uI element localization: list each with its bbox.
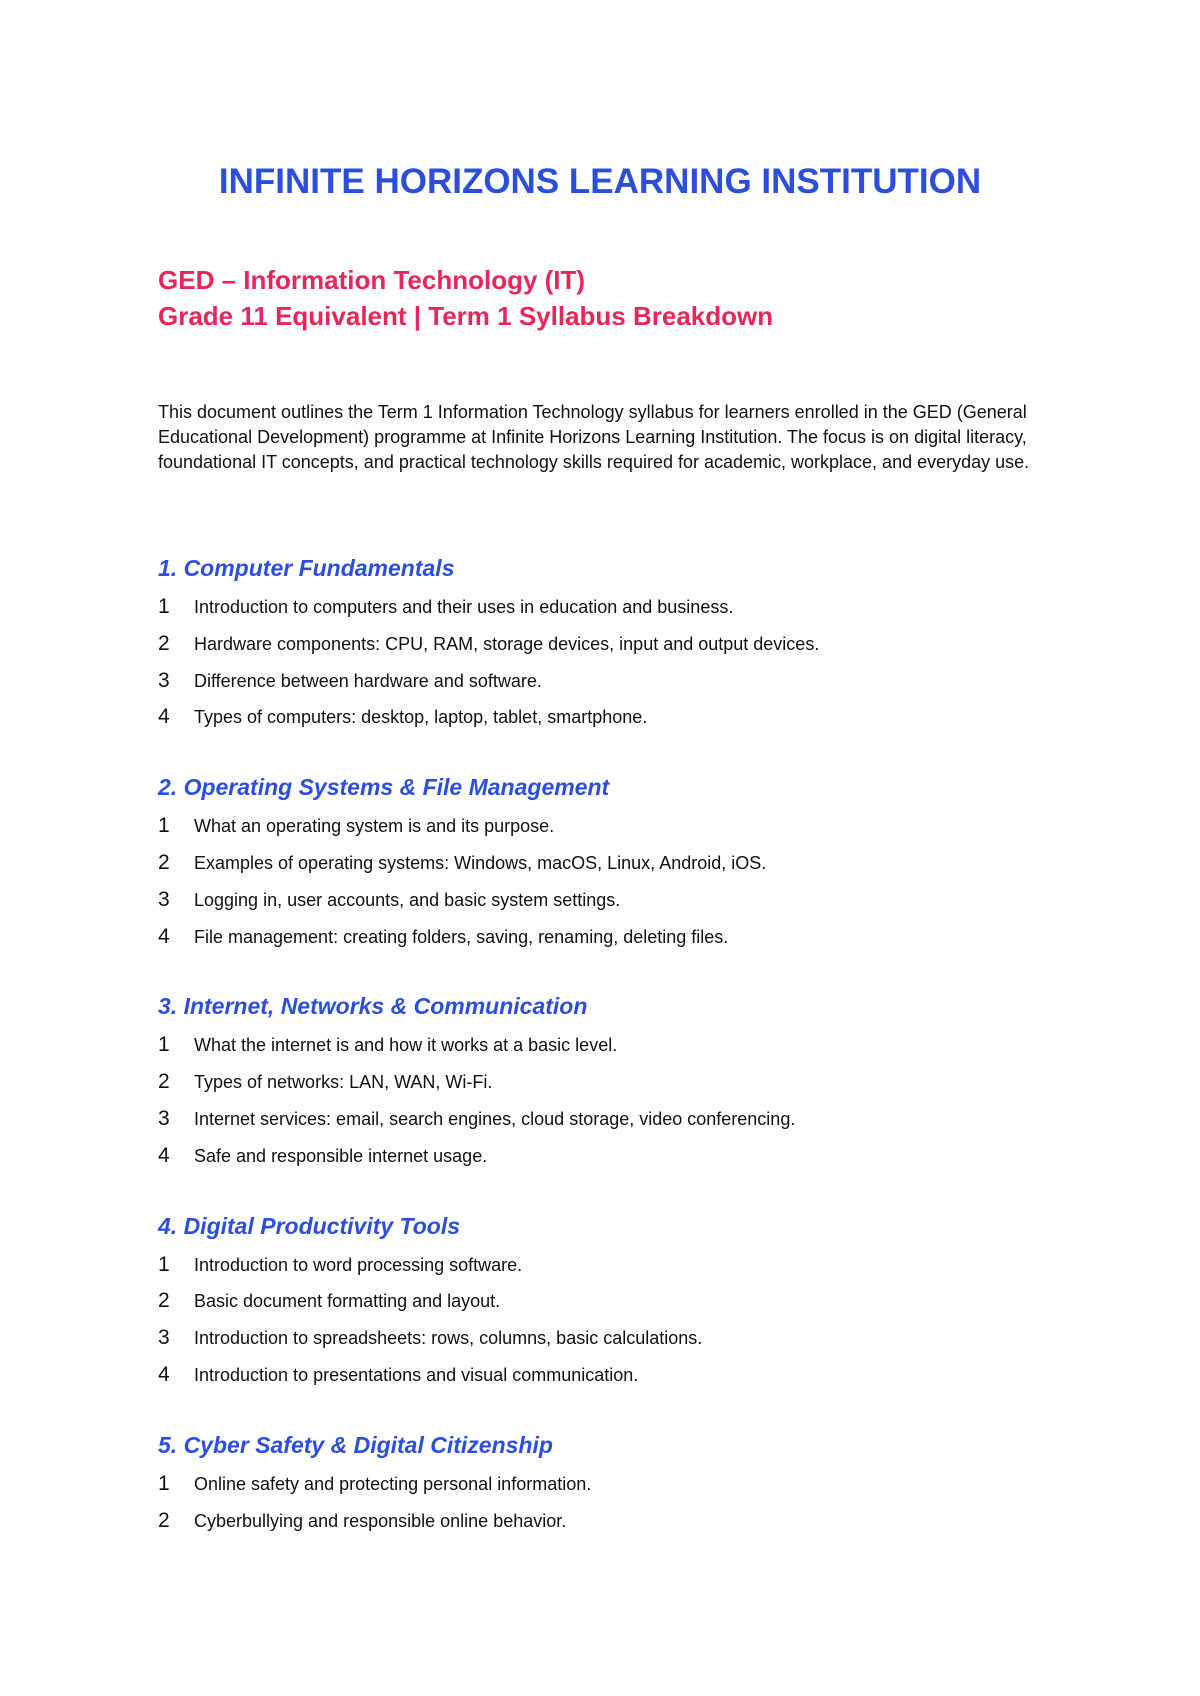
item-text: Cyberbullying and responsible online behavior. [194,1510,567,1531]
item-text: Internet services: email, search engines, cloud storage, video conferencing. [194,1108,796,1129]
item-number: 1 [158,814,170,838]
list-item [158,1469,1058,1506]
item-text: What an operating system is and its purpose. [194,816,555,837]
section-operating-systems [158,771,1058,958]
item-number: 2 [158,1508,170,1532]
list-item [158,629,1058,666]
list-item [158,1030,1058,1067]
syllabus-sections [158,552,1058,1574]
list-item [158,811,1058,848]
term-subtitle: Grade 11 Equivalent | Term 1 Syllabus Breakdown [158,301,774,331]
item-text: Types of networks: LAN, WAN, Wi-Fi. [194,1072,493,1093]
intro-paragraph: This document outlines the Term 1 Information Technology syllabus for learners enrolled in the GED (General Educational Development) programme at Infinite Horizons Learning Institution. The focus is on digital literacy, foundational IT concepts, and practical technology skills required for academic, workplace, and everyday use. [158,402,1030,472]
list-item [158,702,1058,739]
item-number: 1 [158,1471,170,1495]
item-text: Types of computers: desktop, laptop, tablet, smartphone. [194,707,648,728]
section-productivity-tools [158,1210,1058,1397]
item-number: 3 [158,887,170,911]
section-computer-fundamentals [158,552,1058,739]
item-text: Difference between hardware and software. [194,670,542,691]
section-cyber-safety [158,1429,1058,1543]
item-number: 1 [158,1252,170,1276]
item-number: 3 [158,1326,170,1350]
section-heading: 1. Computer Fundamentals [158,555,455,581]
list-item [158,885,1058,922]
item-text: Safe and responsible internet usage. [194,1145,488,1166]
section-heading: 4. Digital Productivity Tools [158,1212,461,1239]
item-text: Introduction to word processing software. [194,1254,523,1275]
item-text: Online safety and protecting personal information. [194,1473,592,1494]
item-number: 2 [158,1070,170,1094]
list-item [158,592,1058,629]
list-item [158,1250,1058,1287]
list-item [158,666,1058,703]
item-text: Examples of operating systems: Windows, macOS, Linux, Android, iOS. [194,852,767,873]
list-item [158,848,1058,885]
item-number: 4 [158,1362,170,1386]
item-number: 2 [158,850,170,874]
item-number: 1 [158,1033,170,1057]
item-number: 3 [158,1106,170,1130]
item-text: Introduction to spreadsheets: rows, columns, basic calculations. [194,1328,703,1349]
list-item [158,1506,1058,1543]
item-number: 4 [158,924,170,948]
item-text: File management: creating folders, saving, renaming, deleting files. [194,926,729,947]
item-text: Logging in, user accounts, and basic system settings. [194,889,621,910]
section-heading: 2. Operating Systems & File Management [158,774,610,801]
item-text: Hardware components: CPU, RAM, storage devices, input and output devices. [194,633,820,654]
list-item [158,1141,1058,1178]
section-heading: 5. Cyber Safety & Digital Citizenship [158,1431,553,1458]
item-number: 4 [158,705,170,729]
course-subtitle: GED – Information Technology (IT) [158,265,586,295]
item-number: 2 [158,1289,170,1313]
subtitle-block [158,262,1058,334]
section-internet-networks [158,990,1058,1177]
item-number: 2 [158,631,170,655]
list-item [158,1067,1058,1104]
item-text: Introduction to computers and their uses in education and business. [194,597,734,617]
list-item [158,922,1058,959]
item-text: Basic document formatting and layout. [194,1291,501,1312]
item-number: 3 [158,668,170,692]
list-item [158,1104,1058,1141]
item-number: 1 [158,595,170,618]
section-heading: 3. Internet, Networks & Communication [158,993,588,1020]
list-item [158,1286,1058,1323]
item-text: What the internet is and how it works at a basic level. [194,1035,618,1056]
item-text: Introduction to presentations and visual communication. [194,1364,639,1385]
list-item [158,1323,1058,1360]
item-number: 4 [158,1143,170,1167]
list-item [158,1360,1058,1397]
document-title: INFINITE HORIZONS LEARNING INSTITUTION [218,162,982,201]
